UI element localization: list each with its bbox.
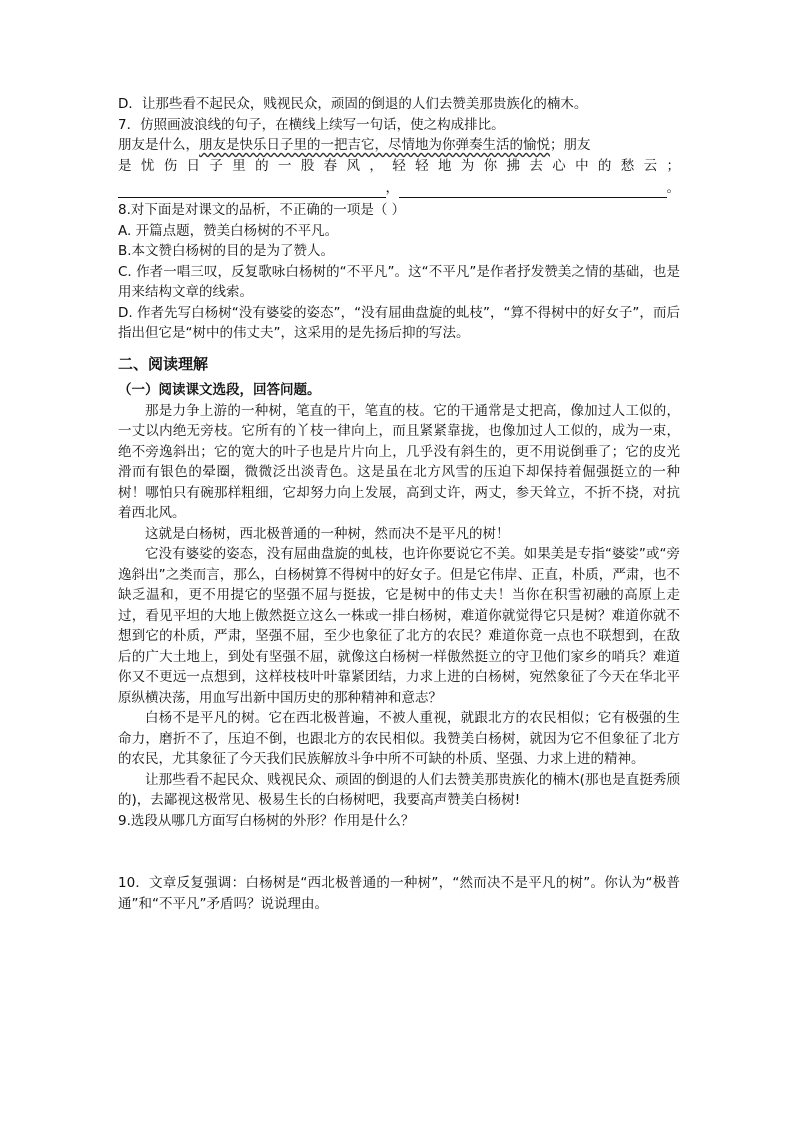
q7-line1-start: 朋友是什么， <box>118 137 199 153</box>
passage-paragraph-4: 白杨不是平凡的树。它在西北极普遍，不被人重视，就跟北方的农民相似；它有极强的生命力，磨折不了，压迫不倒，也跟北方的农民相似。我赞美白杨树，就因为它不但象征了北方的农民，尤其象征了今天我们民族解放斗争中所不可缺的朴质、坚强、力求上进的精神。 <box>118 710 680 767</box>
q7-wavy-sentence: 朋友是快乐日子里的一把吉它，尽情地为你弹奏生活的愉悦 <box>199 137 550 153</box>
passage-paragraph-2: 这就是白杨树，西北极普通的一种树，然而决不是平凡的树！ <box>145 525 510 542</box>
section-title: 二、阅读理解 <box>118 354 209 373</box>
q7-blank-1[interactable] <box>118 183 386 198</box>
passage-paragraph-3: 它没有婆娑的姿态，没有屈曲盘旋的虬枝，也许你要说它不美。如果美是专指“婆娑”或“旁逸斜出”之类而言，那么，白杨树算不得树中的好女子。但是它伟岸、正直，朴质，严肃，也不缺乏温和，更不用提它的坚强不屈与挺拔，它是树中的伟丈夫！当你在积雪初融的高原上走过，看见平坦的大地上傲然挺立这么一株或一排白杨树，难道你就觉得它只是树？难道你就不想到它的朴质，严肃，坚强不屈，至少也象征了北方的农民？难道你竟一点也不联想到，在敌后的广大土地上，到处有坚强不屈，就像这白杨树一样傲然挺立的守卫他们家乡的哨兵？难道你又不更远一点想到，这样枝枝叶叶靠紧团结，力求上进的白杨树，宛然象征了今天在华北平原纵横决荡，用血写出新中国历史的那种精神和意志？ <box>118 546 680 706</box>
q8-stem: 8.对下面是对课文的品析，不正确的一项是（ ） <box>118 202 406 218</box>
q6-option-d: D．让那些看不起民众，贱视民众，顽固的倒退的人们去赞美那贵族化的楠木。 <box>118 96 588 112</box>
q7-line1-end: ；朋友 <box>550 137 591 153</box>
q8-option-a: A. 开篇点题，赞美白杨树的不平凡。 <box>118 222 339 239</box>
q8-option-b: B.本文赞白杨树的目的是为了赞人。 <box>118 243 335 259</box>
subsection-title: （一）阅读课文选段，回答问题。 <box>118 382 321 398</box>
question-9: 9.选段从哪几方面写白杨树的外形？作用是什么？ <box>118 812 415 829</box>
q8-option-d: D. 作者先写白杨树“没有婆娑的姿态”，“没有屈曲盘旋的虬枝”，“算不得树中的好女子”，而后指出但它是“树中的伟丈夫”，这采用的是先扬后抑的写法。 <box>118 304 680 341</box>
q7-line2: 是忧伤日子里的一股春风，轻轻地为你拂去心中的愁云； <box>118 157 680 174</box>
q7-period: 。 <box>666 179 680 196</box>
question-9-answer-space[interactable] <box>118 831 680 873</box>
document-page <box>118 94 680 914</box>
passage-paragraph-1: 那是力争上游的一种树，笔直的干，笔直的枝。它的干通常是丈把高，像加过人工似的，一丈以内绝无旁枝。它所有的丫枝一律向上，而且紧紧靠拢，也像加过人工似的，成为一束，绝不旁逸斜出；它的宽大的叶子也是片片向上，几乎没有斜生的，更不用说倒垂了；它的皮光滑而有银色的晕圈，微微泛出淡青色。这是虽在北方风雪的压迫下却保持着倔强挺立的一种树！哪怕只有碗那样粗细，它却努力向上发展，高到丈许，两丈，参天耸立，不折不挠，对抗着西北风。 <box>118 402 680 521</box>
q7-comma: ， <box>385 179 399 196</box>
q7-answer-line <box>118 176 680 198</box>
question-10: 10．文章反复强调：白杨树是“西北极普通的一种树”，“然而决不是平凡的树”。你认为“极普通”和“不平凡”矛盾吗？说说理由。 <box>118 875 680 912</box>
q7-line1 <box>118 135 680 156</box>
q7-blank-2[interactable] <box>399 183 667 198</box>
q8-option-c: C. 作者一唱三叹，反复歌咏白杨树的“不平凡”。这“不平凡”是作者抒发赞美之情的基础，也是用来结构文章的线索。 <box>118 263 680 300</box>
passage-paragraph-5: 让那些看不起民众、贱视民众、顽固的倒退的人们去赞美那贵族化的楠木(那也是直挺秀颀的)，去鄙视这极常见、极易生长的白杨树吧，我要高声赞美白杨树! <box>118 771 680 808</box>
q7-stem: 7．仿照画波浪线的句子，在横线上续写一句话，使之构成排比。 <box>118 116 505 133</box>
